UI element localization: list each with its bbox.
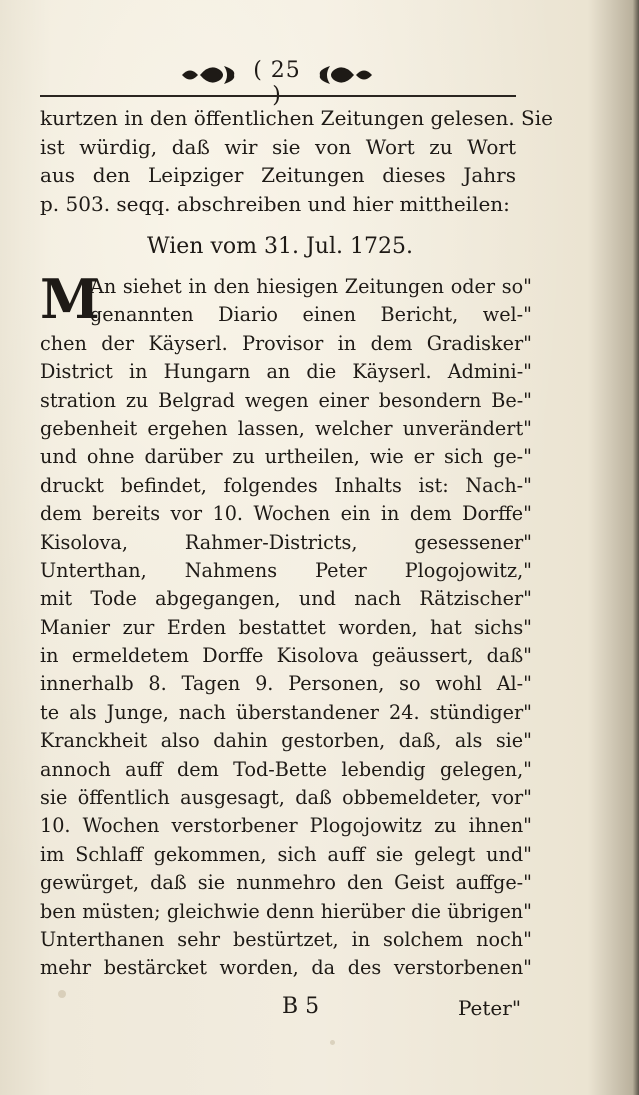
text-line: p. 503. seqq. abschreiben und hier mittheilen: — [40, 191, 510, 216]
text-line: dem bereits vor 10. Wochen ein in dem Dorffe" — [40, 502, 532, 526]
text-line: genannten Diario einen Bericht, wel-" — [90, 303, 532, 327]
text-line: 10. Wochen verstorbener Plogojowitz zu ihnen" — [40, 814, 532, 838]
text-line: in ermeldetem Dorffe Kisolova geäussert, daß" — [40, 644, 532, 668]
text-line: aus den Leipziger Zeitungen dieses Jahrs — [40, 163, 516, 188]
text-line: Unterthanen sehr bestürtzet, in solchem noch" — [40, 927, 532, 951]
text-line: mehr bestärcket worden, da des verstorbenen" — [40, 956, 532, 980]
text-line: innerhalb 8. Tagen 9. Personen, so wohl Al-" — [40, 672, 532, 696]
text-line: sie öffentlich ausgesagt, daß obbemeldeter, vor" — [40, 786, 532, 810]
report-paragraph — [40, 267, 532, 983]
text-line: annoch auff dem Tod-Bette lebendig gelegen," — [40, 757, 532, 781]
text-line: druckt befindet, folgendes Inhalts ist: Nach-" — [40, 473, 532, 497]
signature-mark: B 5 — [282, 994, 320, 1019]
text-line: gebenheit ergehen lassen, welcher unverändert" — [40, 416, 532, 440]
paper-stain — [58, 990, 66, 998]
text-line: Kisolova, Rahmer-Districts, gesessener" — [40, 530, 532, 554]
text-line: Unterthan, Nahmens Peter Plogojowitz," — [40, 558, 532, 582]
text-line: An siehet in den hiesigen Zeitungen oder so" — [90, 275, 532, 298]
left-ornament-icon — [180, 60, 242, 90]
text-line: im Schlaff gekommen, sich auff sie gelegt und" — [40, 842, 532, 866]
text-line: gewürget, daß sie nunmehro den Geist auffge-" — [40, 871, 532, 895]
intro-paragraph — [40, 104, 553, 218]
text-line: chen der Käyserl. Provisor in dem Gradisker" — [40, 331, 532, 355]
page-number: ( 25 ) — [253, 58, 301, 108]
text-line: Kranckheit also dahin gestorben, daß, als sie" — [40, 729, 532, 753]
paper-stain — [330, 1040, 335, 1045]
text-line: mit Tode abgegangen, und nach Rätzischer" — [40, 587, 532, 611]
text-line: kurtzen in den öffentlichen Zeitungen gelesen. Sie — [40, 106, 553, 130]
text-line: und ohne darüber zu urtheilen, wie er sich ge-" — [40, 445, 532, 469]
dateline-heading: Wien vom 31. Jul. 1725. — [147, 234, 413, 259]
text-line: District in Hungarn an die Käyserl. Admini-" — [40, 360, 532, 384]
header-rule — [40, 95, 516, 97]
text-line: te als Junge, nach überstandener 24. stündiger" — [40, 700, 532, 724]
catchword: Peter" — [458, 996, 522, 1020]
text-line: stration zu Belgrad wegen einer besondern Be-" — [40, 388, 532, 412]
right-ornament-icon — [312, 60, 374, 90]
text-line: ist würdig, daß wir sie von Wort zu Wort — [40, 134, 516, 159]
text-line: ben müsten; gleichwie denn hierüber die übrigen" — [40, 899, 532, 923]
drop-capital: M — [40, 267, 100, 331]
text-line: Manier zur Erden bestattet worden, hat sichs" — [40, 615, 532, 639]
